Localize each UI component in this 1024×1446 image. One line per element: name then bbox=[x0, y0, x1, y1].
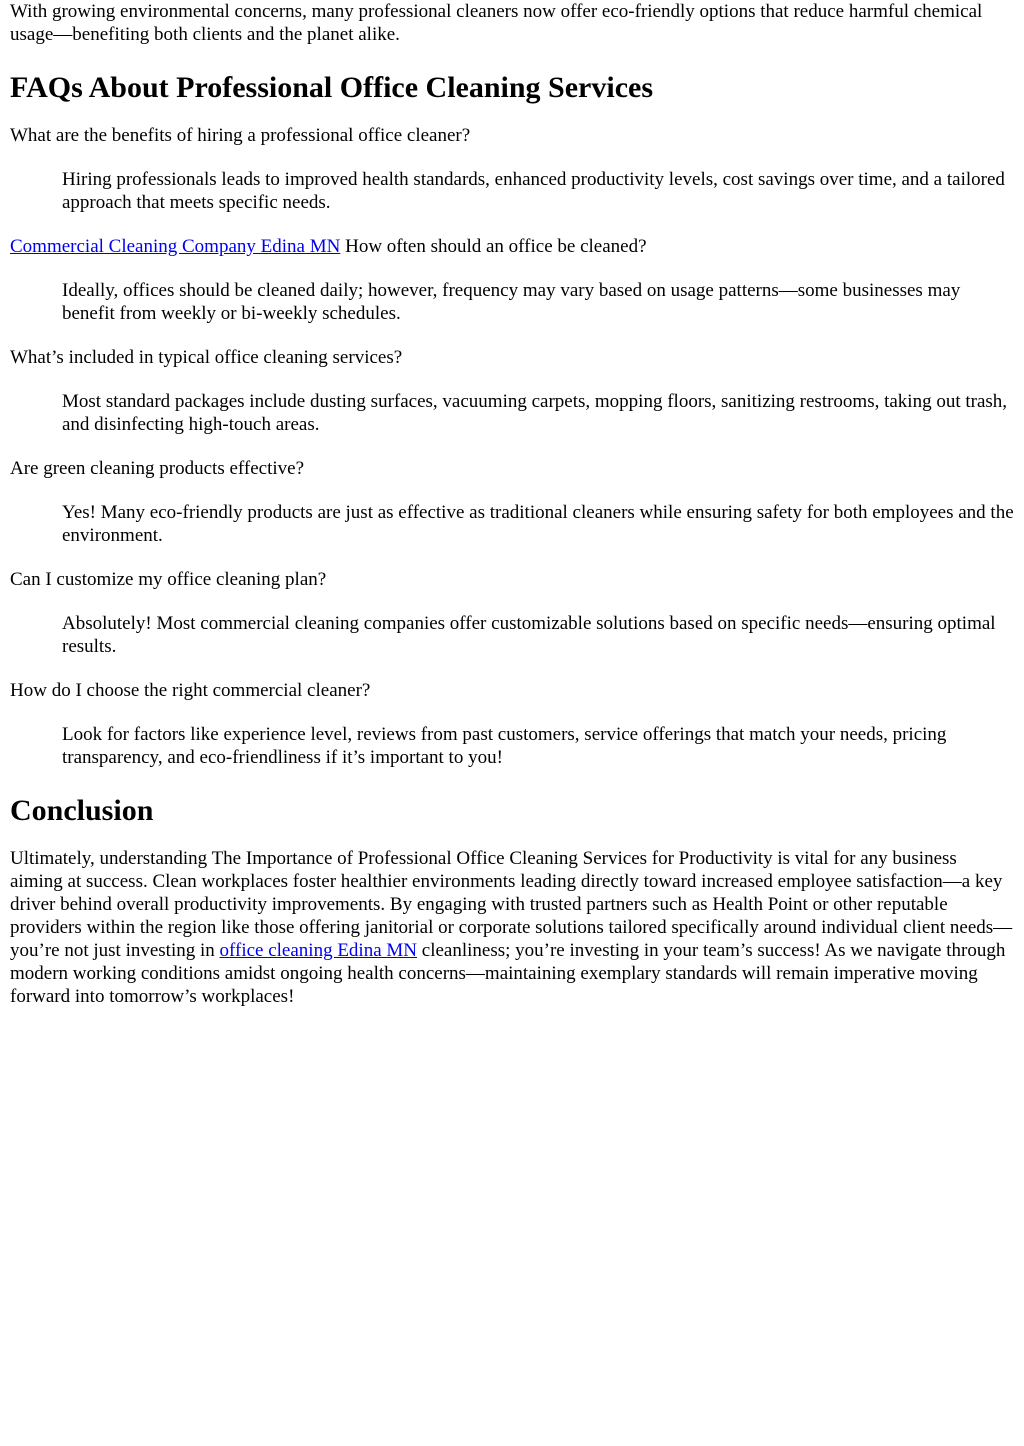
faq-question: What’s included in typical office cleaning services? bbox=[10, 347, 403, 368]
faq-answer: Hiring professionals leads to improved health standards, enhanced productivity levels, cost savings over time, and a tailored approach that meets specific needs. bbox=[62, 169, 1005, 213]
office-cleaning-link[interactable]: office cleaning Edina MN bbox=[219, 940, 418, 961]
faq-answer: Absolutely! Most commercial cleaning companies offer customizable solutions based on specific needs—ensuring optimal results. bbox=[62, 613, 996, 657]
faq-question bbox=[10, 235, 1014, 258]
faq-question: How do I choose the right commercial cleaner? bbox=[10, 680, 371, 701]
conclusion-text-start: Ultimately, understanding The Importance of Professional Office Cleaning Services for Productivity is vital for any business aiming at success. Clean workplaces foster healthier environments leading directly toward increased employee satisfaction—a key driver behind overall productivity improvements. By engaging with trusted partners such as Health Point or other reputable providers within the region like those offering janitorial or corporate solutions tailored specifically around individual client needs—you’re not just investing in bbox=[10, 848, 1013, 961]
faq-answer: Yes! Many eco-friendly products are just as effective as traditional cleaners while ensuring safety for both employees and the environment. bbox=[62, 502, 1014, 546]
faq-answer: Look for factors like experience level, reviews from past customers, service offerings that match your needs, pricing transparency, and eco-friendliness if it’s important to you! bbox=[62, 724, 947, 768]
faq-heading: FAQs About Professional Office Cleaning Services bbox=[10, 71, 654, 104]
faq-answer: Ideally, offices should be cleaned daily; however, frequency may vary based on usage patterns—some businesses may benefit from weekly or bi-weekly schedules. bbox=[62, 280, 961, 324]
conclusion-heading: Conclusion bbox=[10, 794, 154, 827]
faq-list bbox=[10, 124, 1014, 769]
intro-paragraph: With growing environmental concerns, many professional cleaners now offer eco-friendly options that reduce harmful chemical usage—benefiting both clients and the planet alike. bbox=[10, 1, 983, 45]
faq-question: What are the benefits of hiring a professional office cleaner? bbox=[10, 125, 471, 146]
faq-question: Are green cleaning products effective? bbox=[10, 458, 304, 479]
faq-answer: Most standard packages include dusting surfaces, vacuuming carpets, mopping floors, sanitizing restrooms, taking out trash, and disinfecting high-touch areas. bbox=[62, 391, 1008, 435]
conclusion-paragraph bbox=[10, 847, 1014, 1008]
faq-question-text: How often should an office be cleaned? bbox=[340, 236, 647, 257]
conclusion-text-end: cleanliness; you’re investing in your team’s success! As we navigate through modern working conditions amidst ongoing health concerns—maintaining exemplary standards will remain imperative moving forward into tomorrow’s workplaces! bbox=[10, 940, 1006, 1007]
commercial-cleaning-link[interactable]: Commercial Cleaning Company Edina MN bbox=[10, 236, 341, 257]
faq-question: Can I customize my office cleaning plan? bbox=[10, 569, 327, 590]
